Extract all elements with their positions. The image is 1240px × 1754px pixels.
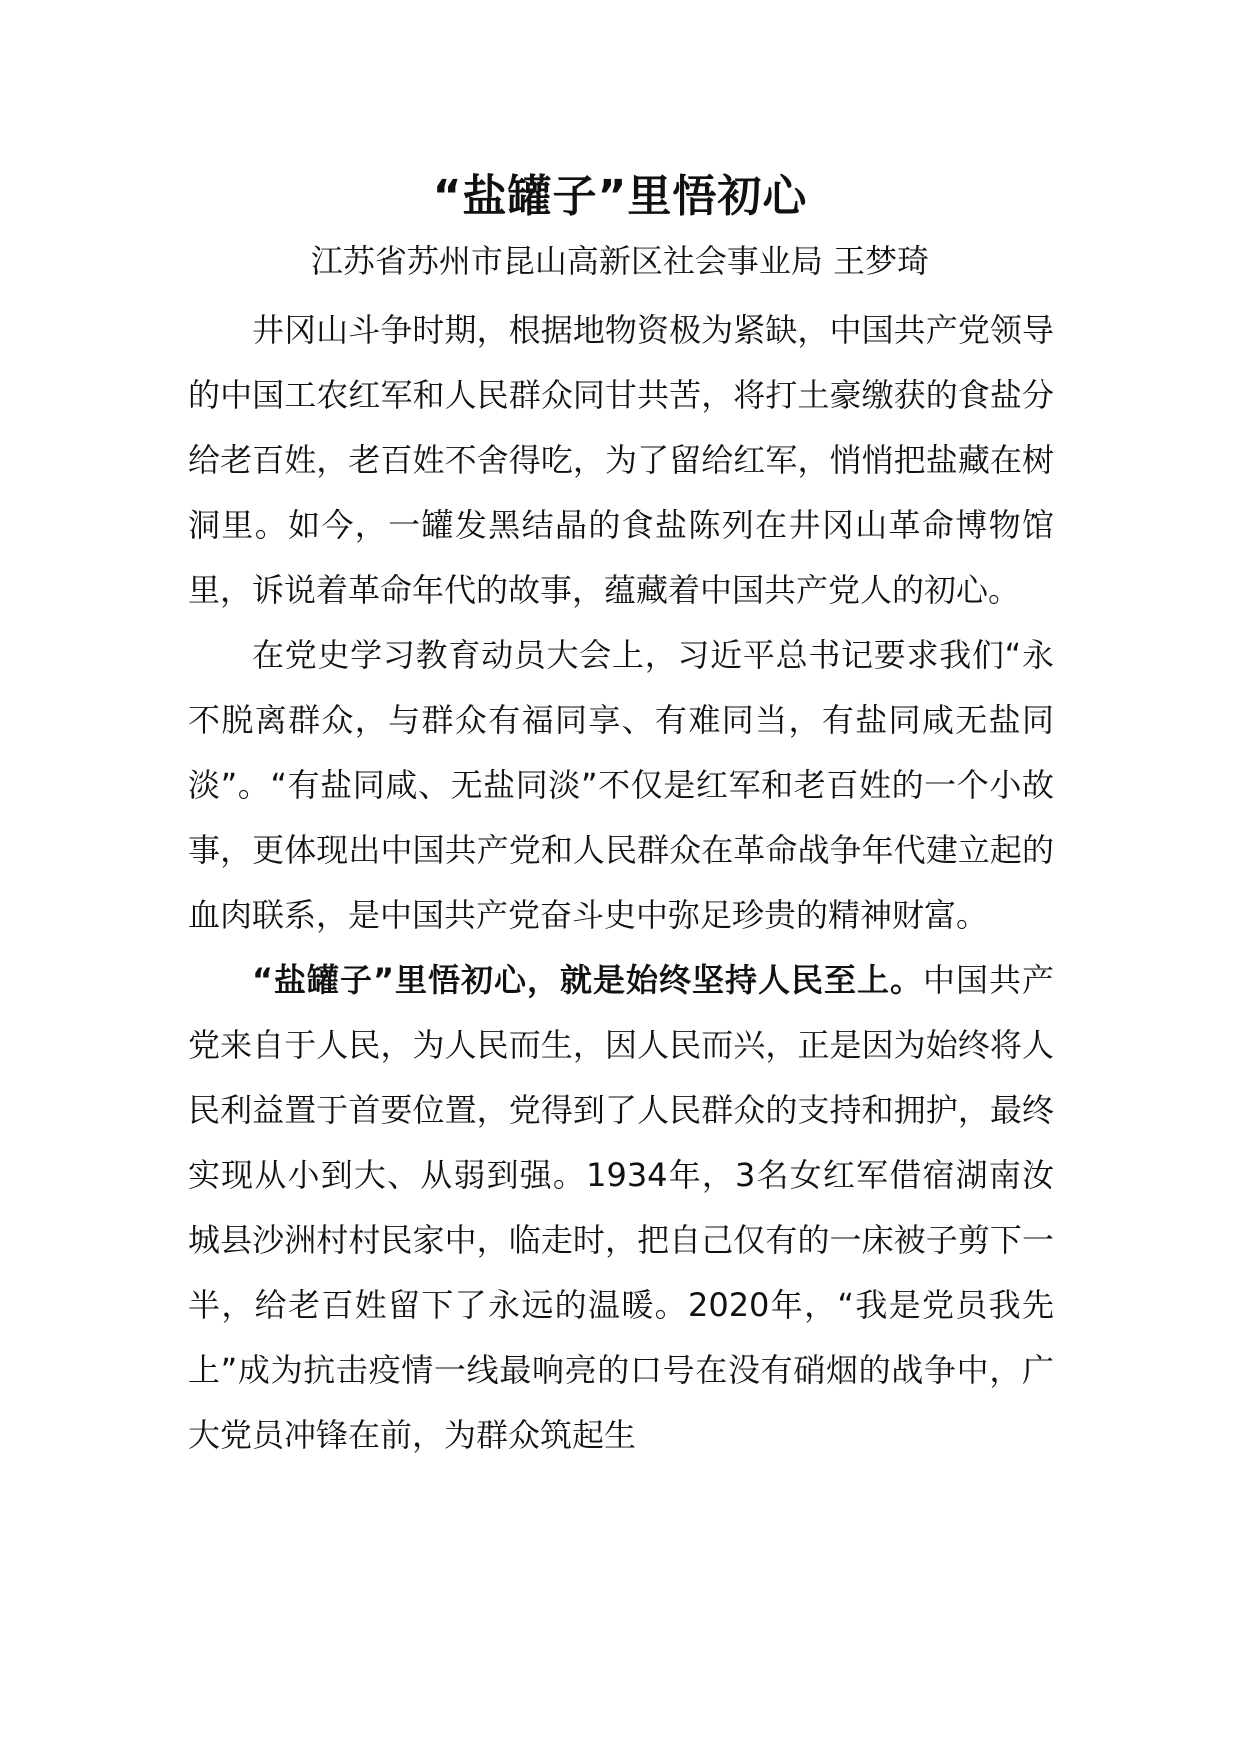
paragraph-3 — [188, 948, 1054, 1468]
paragraph-1 — [188, 298, 1054, 623]
page-title: “盐罐子”里悟初心 — [432, 171, 808, 222]
paragraph-text: 中国共产党来自于人民，为人民而生，因人民而兴，正是因为始终将人民利益置于首要位置，党得到了人民群众的支持和拥护，最终实现从小到大、从弱到强。1934年，3名女红军借宿湖南汝城县沙洲村村民家中，临走时，把自己仅有的一床被子剪下一半，给老百姓留下了永远的温暖。2020年，“我是党员我先上”成为抗击疫情一线最响亮的口号在没有硝烟的战争中，广大党员冲锋在前，为群众筑起生 — [188, 961, 1054, 1454]
paragraph-text: 井冈山斗争时期，根据地物资极为紧缺，中国共产党领导的中国工农红军和人民群众同甘共苦，将打土豪缴获的食盐分给老百姓，老百姓不舍得吃，为了留给红军，悄悄把盐藏在树洞里。如今，一罐发黑结晶的食盐陈列在井冈山革命博物馆里，诉说着革命年代的故事，蕴藏着中国共产党人的初心。 — [188, 311, 1054, 609]
paragraph-lead: “盐罐子”里悟初心，就是始终坚持人民至上。 — [252, 961, 923, 999]
article-body — [188, 298, 1054, 1468]
paragraph-text: 在党史学习教育动员大会上，习近平总书记要求我们“永不脱离群众，与群众有福同享、有难同当，有盐同咸无盐同淡”。“有盐同咸、无盐同淡”不仅是红军和老百姓的一个小故事，更体现出中国共产党和人民群众在革命战争年代建立起的血肉联系，是中国共产党奋斗史中弥足珍贵的精神财富。 — [188, 636, 1054, 934]
author-line: 江苏省苏州市昆山高新区社会事业局 王梦琦 — [310, 242, 930, 280]
paragraph-2 — [188, 623, 1054, 948]
